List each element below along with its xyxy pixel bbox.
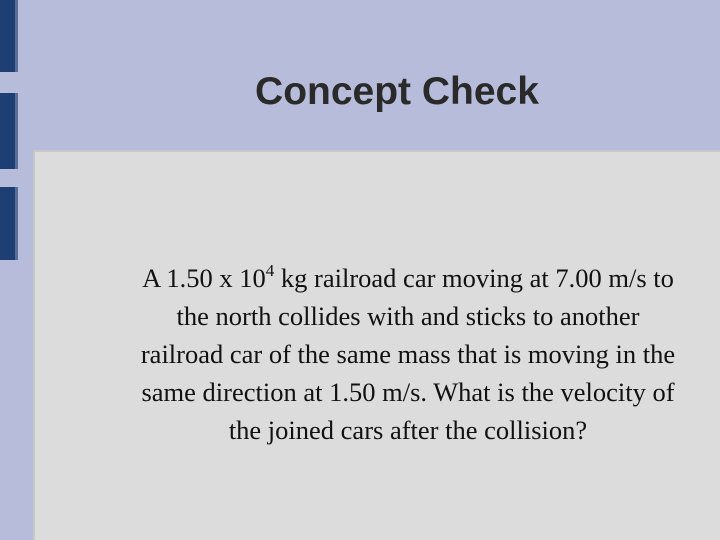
exponent: 4 — [265, 261, 275, 280]
question-line-1 — [60, 259, 720, 297]
question-line-2: the north collides with and sticks to another — [176, 301, 640, 331]
slide-title: Concept Check — [255, 70, 539, 113]
question-text — [60, 259, 720, 449]
question-line-1-start: A 1.50 x 10 — [142, 263, 266, 293]
question-line-5: the joined cars after the collision? — [228, 415, 588, 445]
question-line-1-end: kg railroad car moving at 7.00 m/s to — [274, 263, 674, 293]
question-line-3: railroad car of the same mass that is moving in the — [140, 339, 676, 369]
accent-bar-top — [0, 0, 15, 72]
question-line-4: same direction at 1.50 m/s. What is the velocity of — [141, 377, 675, 407]
accent-bar-bottom — [0, 187, 15, 260]
